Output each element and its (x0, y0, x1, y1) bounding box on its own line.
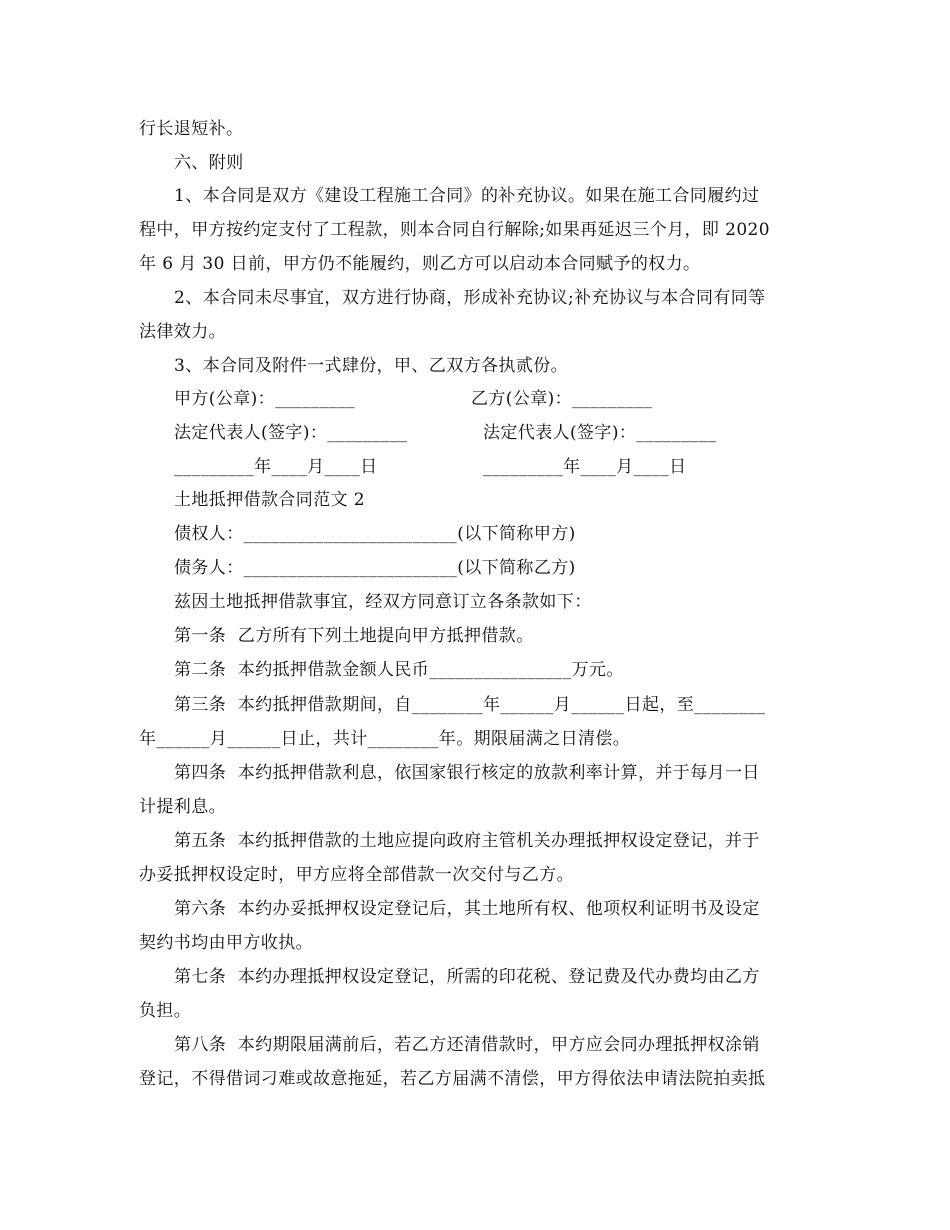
text-line: 契约书均由甲方收执。 (139, 933, 313, 953)
text-line: 登记，不得借词刁难或故意拖延，若乙方届满不清偿，甲方得依法申请法院拍卖抵 (139, 1069, 766, 1089)
article-line: 第二条 本约抵押借款金额人民币________________万元。 (174, 660, 624, 680)
party-a-seal-field: 甲方(公章)：_________ (174, 389, 356, 409)
text-line: 法律效力。 (139, 322, 226, 342)
text-line: 3、本合同及附件一式肆份，甲、乙双方各执贰份。 (174, 356, 569, 376)
party-a-representative-field: 法定代表人(签字)：_________ (174, 423, 408, 443)
article-line: 第三条 本约抵押借款期间，自________年______月______日起，至________ (174, 695, 766, 715)
article-line: 第一条 乙方所有下列土地提向甲方抵押借款。 (174, 626, 534, 646)
creditor-field: 债权人：________________________(以下简称甲方) (174, 524, 576, 544)
article-line: 第七条 本约办理抵押权设定登记，所需的印花税、登记费及代办费均由乙方 (174, 967, 760, 987)
text-line: 1、本合同是双方《建设工程施工合同》的补充协议。如果在施工合同履约过 (174, 186, 760, 206)
text-line: 行长退短补。 (139, 119, 244, 139)
text-line: 兹因土地抵押借款事宜，经双方同意订立各条款如下： (174, 592, 592, 612)
contract-title: 土地抵押借款合同范文 2 (174, 490, 366, 510)
party-a-date-field: _________年____月____日 (174, 457, 378, 477)
text-line: 2、本合同未尽事宜，双方进行协商，形成补充协议;补充协议与本合同有同等 (174, 288, 766, 308)
text-line: 年______月______日止，共计________年。期限届满之日清偿。 (139, 729, 631, 749)
article-line: 第六条 本约办妥抵押权设定登记后，其土地所有权、他项权利证明书及设定 (174, 899, 760, 919)
party-b-representative-field: 法定代表人(签字)：_________ (483, 423, 717, 443)
article-line: 第八条 本约期限届满前后，若乙方还清借款时，甲方应会同办理抵押权涂销 (174, 1035, 760, 1055)
text-line: 程中，甲方按约定支付了工程款，则本合同自行解除;如果再延迟三个月，即 2020 (139, 220, 770, 240)
article-line: 第五条 本约抵押借款的土地应提向政府主管机关办理抵押权设定登记，并于 (174, 831, 760, 851)
text-line: 计提利息。 (139, 797, 226, 817)
section-heading: 六、附则 (174, 153, 244, 173)
article-line: 第四条 本约抵押借款利息，依国家银行核定的放款利率计算，并于每月一日 (174, 763, 760, 783)
text-line: 负担。 (139, 1001, 192, 1021)
text-line: 年 6 月 30 日前，甲方仍不能履约，则乙方可以启动本合同赋予的权力。 (139, 254, 701, 274)
text-line: 办妥抵押权设定时，甲方应将全部借款一次交付与乙方。 (139, 865, 574, 885)
party-b-date-field: _________年____月____日 (483, 457, 687, 477)
party-b-seal-field: 乙方(公章)：_________ (471, 389, 653, 409)
debtor-field: 债务人：________________________(以下简称乙方) (174, 558, 576, 578)
